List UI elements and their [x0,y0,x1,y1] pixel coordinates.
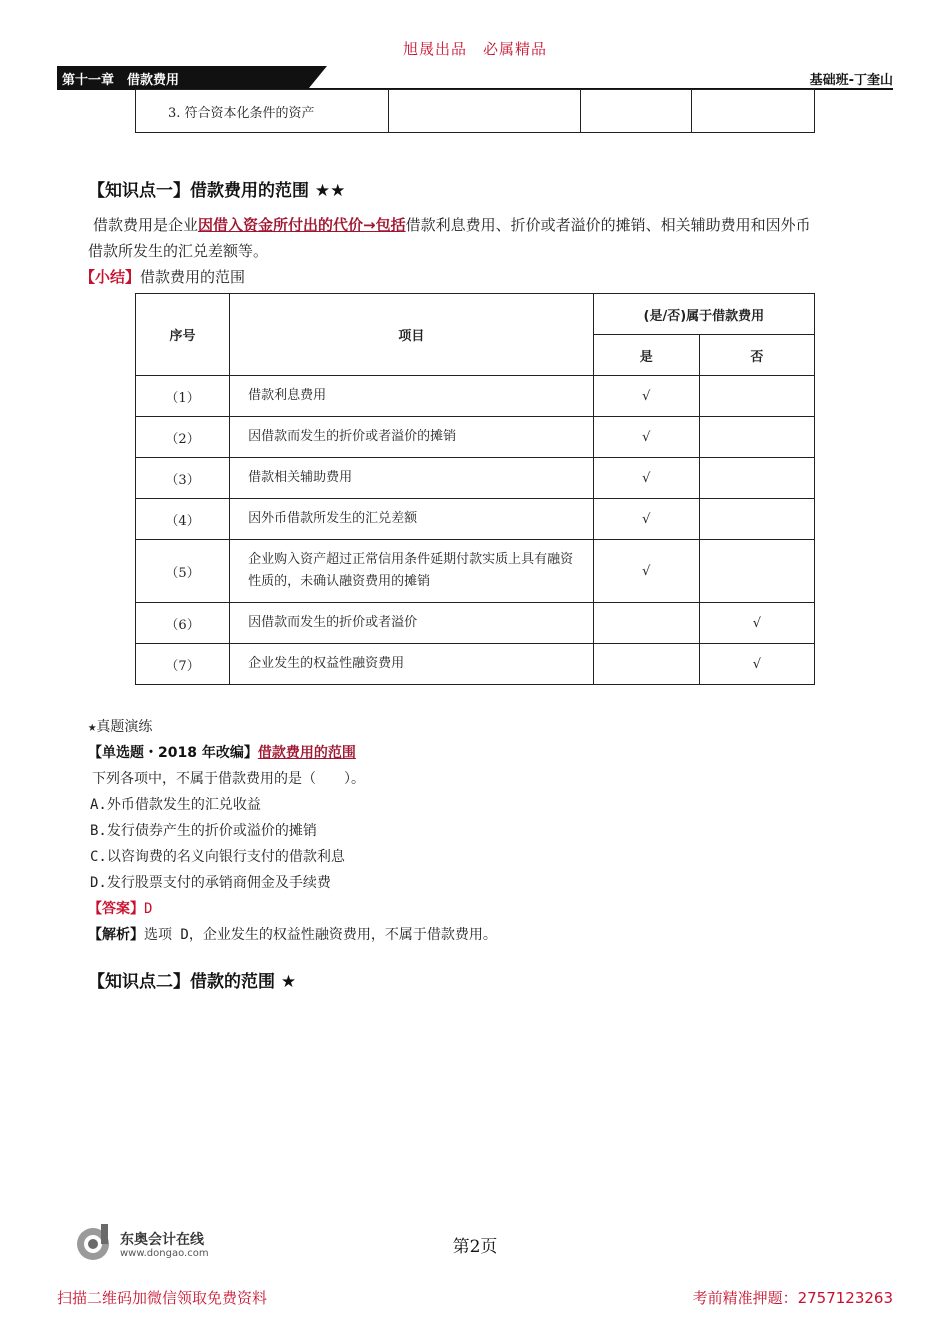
row-no: （7） [136,644,230,685]
row-no-mark [699,458,814,499]
row-no-mark: √ [699,644,814,685]
row-no: （6） [136,603,230,644]
page-number: 第2页 [452,1237,498,1257]
row-no-mark [699,540,814,603]
row-yes-mark: √ [593,458,699,499]
table-row [136,376,815,417]
top-banner: 旭晟出品 必属精品 [402,40,547,58]
course-name: 基础班-丁奎山 [809,73,893,88]
option-d: D.发行股票支付的承销商佣金及手续费 [90,875,331,891]
answer-tag: 【答案】 [88,901,144,917]
practice-heading: ★真题演练 [88,719,153,735]
row-yes-mark: √ [593,540,699,603]
kp2-title: 【知识点二】借款的范围 ★ [88,972,297,992]
table-row [136,644,815,685]
kp1-para-prefix: 借款费用是企业 [93,216,199,234]
question-stem: 下列各项中，不属于借款费用的是（ ）。 [92,771,365,787]
row-no: （5） [136,540,230,603]
table-row [136,603,815,644]
table-row [136,499,815,540]
row-no: （1） [136,376,230,417]
answer-value: D [144,901,153,917]
table-row [136,417,815,458]
kp1-para-highlight: 因借入资金所付出的代价→包括 [198,216,406,234]
analysis-text: 选项 D，企业发生的权益性融资费用，不属于借款费用。 [144,927,497,943]
answer-line [88,898,152,918]
row-yes-mark: √ [593,417,699,458]
header-no: 序号 [136,294,230,376]
row-yes-mark: √ [593,499,699,540]
analysis-tag: 【解析】 [88,927,144,943]
row-no: （2） [136,417,230,458]
kp1-para-rest: 借款利息费用、折价或者溢价的摊销、相关辅助费用和因外币 [405,216,811,234]
footer-promo-right: 考前精准押题：2757123263 [692,1289,893,1307]
kp1-para-line2: 借款所发生的汇兑差额等。 [88,242,269,260]
table-row [136,540,815,603]
row-yes-mark [593,603,699,644]
summary-line [80,264,245,290]
continued-table [135,89,815,133]
header-group: (是/否)属于借款费用 [593,294,814,335]
logo-url: www.dongao.com [120,1248,209,1259]
row-no: （3） [136,458,230,499]
row-item: 企业购入资产超过正常信用条件延期付款实质上具有融资性质的，未确认融资费用的摊销 [230,540,594,603]
row-item: 因借款而发生的折价或者溢价 [230,603,594,644]
question-topic: 借款费用的范围 [257,745,356,761]
header-yes: 是 [593,335,699,376]
header-item: 项目 [230,294,594,376]
option-b: B.发行债券产生的折价或溢价的摊销 [90,823,317,839]
option-c: C.以咨询费的名义向银行支付的借款利息 [90,849,345,865]
footer-promo-left: 扫描二维码加微信领取免费资料 [57,1289,268,1307]
kp1-title: 【知识点一】借款费用的范围 ★★ [88,181,346,201]
summary-tag: 【小结】 [80,268,141,286]
row-yes-mark [593,644,699,685]
row-no: （4） [136,499,230,540]
borrowing-cost-table [135,293,815,685]
row-item: 因外币借款所发生的汇兑差额 [230,499,594,540]
option-a: A.外币借款发生的汇兑收益 [90,797,261,813]
logo-name: 东奥会计在线 [120,1232,204,1248]
row-item: 借款相关辅助费用 [230,458,594,499]
kp1-paragraph [88,212,898,264]
row-no-mark: √ [699,603,814,644]
table-row [136,458,815,499]
question-heading [88,742,356,762]
summary-text: 借款费用的范围 [140,268,246,286]
row-no-mark [699,499,814,540]
continued-row-label: 3. 符合资本化条件的资产 [136,90,389,133]
row-item: 借款利息费用 [230,376,594,417]
row-yes-mark: √ [593,376,699,417]
analysis-line [88,924,497,944]
row-item: 企业发生的权益性融资费用 [230,644,594,685]
row-no-mark [699,417,814,458]
row-item: 因借款而发生的折价或者溢价的摊销 [230,417,594,458]
header-no-col: 否 [699,335,814,376]
chapter-title: 第十一章 借款费用 [62,73,180,88]
question-tag: 【单选题・2018 年改编】 [88,745,258,761]
row-no-mark [699,376,814,417]
